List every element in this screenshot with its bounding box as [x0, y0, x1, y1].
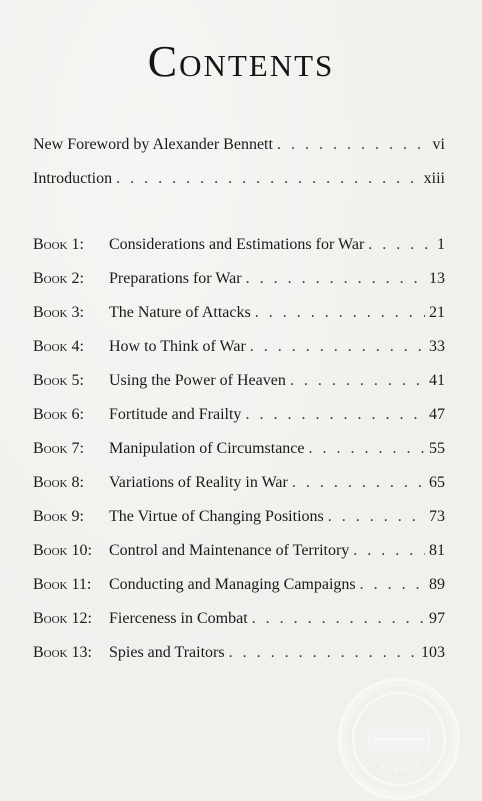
entry-title: How to Think of War [109, 338, 246, 355]
entry-title: Introduction [33, 170, 113, 187]
entry-title: Control and Maintenance of Territory [109, 542, 350, 559]
entry-page: 1 [437, 236, 445, 253]
entry-title: Preparations for War [109, 270, 242, 287]
entry-label: Book 1: [33, 236, 84, 253]
toc-entry-book-1 [33, 236, 445, 260]
entry-label: Book 11: [33, 576, 92, 593]
entry-label: Book 2: [33, 270, 84, 287]
toc-entry-book-8 [33, 474, 445, 498]
entry-title: New Foreword by Alexander Bennett [33, 136, 273, 153]
toc-entry-introduction [33, 170, 445, 194]
dot-leader [328, 508, 425, 526]
toc-entry-book-4 [33, 338, 445, 362]
entry-page: xiii [423, 170, 445, 187]
entry-page: 97 [429, 610, 445, 627]
entry-title: Fierceness in Combat [109, 610, 248, 627]
dot-leader [246, 270, 425, 288]
entry-page: 47 [429, 406, 445, 423]
entry-page: 55 [429, 440, 445, 457]
toc-entry-foreword [33, 136, 445, 160]
entry-page: 103 [421, 644, 445, 661]
entry-page: 21 [429, 304, 445, 321]
entry-label: Book 3: [33, 304, 84, 321]
toc-entry-book-11 [33, 576, 445, 600]
toc-entry-book-5 [33, 372, 445, 396]
entry-title: Fortitude and Frailty [109, 406, 242, 423]
seal-graphic [341, 681, 457, 797]
toc-entry-book-6 [33, 406, 445, 430]
toc-entry-book-9 [33, 508, 445, 532]
entry-label: Book 10: [33, 542, 92, 559]
entry-label: Book 5: [33, 372, 84, 389]
entry-label: Book 7: [33, 440, 84, 457]
entry-label: Book 4: [33, 338, 84, 355]
entry-title: Manipulation of Circumstance [109, 440, 305, 457]
entry-title: Variations of Reality in War [109, 474, 288, 491]
dot-leader [252, 610, 425, 628]
toc-entry-book-3 [33, 304, 445, 328]
entry-title: The Nature of Attacks [109, 304, 251, 321]
dot-leader [292, 474, 425, 492]
dot-leader [353, 542, 425, 560]
dot-leader [229, 644, 417, 662]
dot-leader [116, 170, 420, 188]
toc-entry-book-7 [33, 440, 445, 464]
entry-page: 13 [429, 270, 445, 287]
entry-label: Book 8: [33, 474, 84, 491]
entry-page: 73 [429, 508, 445, 525]
entry-title: Considerations and Estimations for War [109, 236, 365, 253]
dot-leader [277, 136, 429, 154]
dot-leader [250, 338, 425, 356]
entry-page: 65 [429, 474, 445, 491]
toc-entry-book-13 [33, 644, 445, 668]
entry-title: Conducting and Managing Campaigns [109, 576, 356, 593]
dot-leader [255, 304, 425, 322]
entry-label: Book 9: [33, 508, 84, 525]
entry-label: Book 12: [33, 610, 92, 627]
toc-entry-book-10 [33, 542, 445, 566]
watermark-seal [338, 678, 460, 800]
toc-entry-book-2 [33, 270, 445, 294]
dot-leader [245, 406, 425, 424]
dot-leader [290, 372, 425, 390]
entry-label: Book 6: [33, 406, 84, 423]
toc-entry-book-12 [33, 610, 445, 634]
entry-title: Spies and Traitors [109, 644, 225, 661]
page-title: Contents [147, 37, 335, 86]
entry-page: vi [432, 136, 445, 153]
entry-page: 33 [429, 338, 445, 355]
dot-leader [360, 576, 425, 594]
entry-title: Using the Power of Heaven [109, 372, 286, 389]
entry-page: 41 [429, 372, 445, 389]
entry-title: The Virtue of Changing Positions [109, 508, 324, 525]
dot-leader [309, 440, 425, 458]
entry-page: 89 [429, 576, 445, 593]
entry-page: 81 [429, 542, 445, 559]
entry-label: Book 13: [33, 644, 92, 661]
dot-leader [368, 236, 433, 254]
